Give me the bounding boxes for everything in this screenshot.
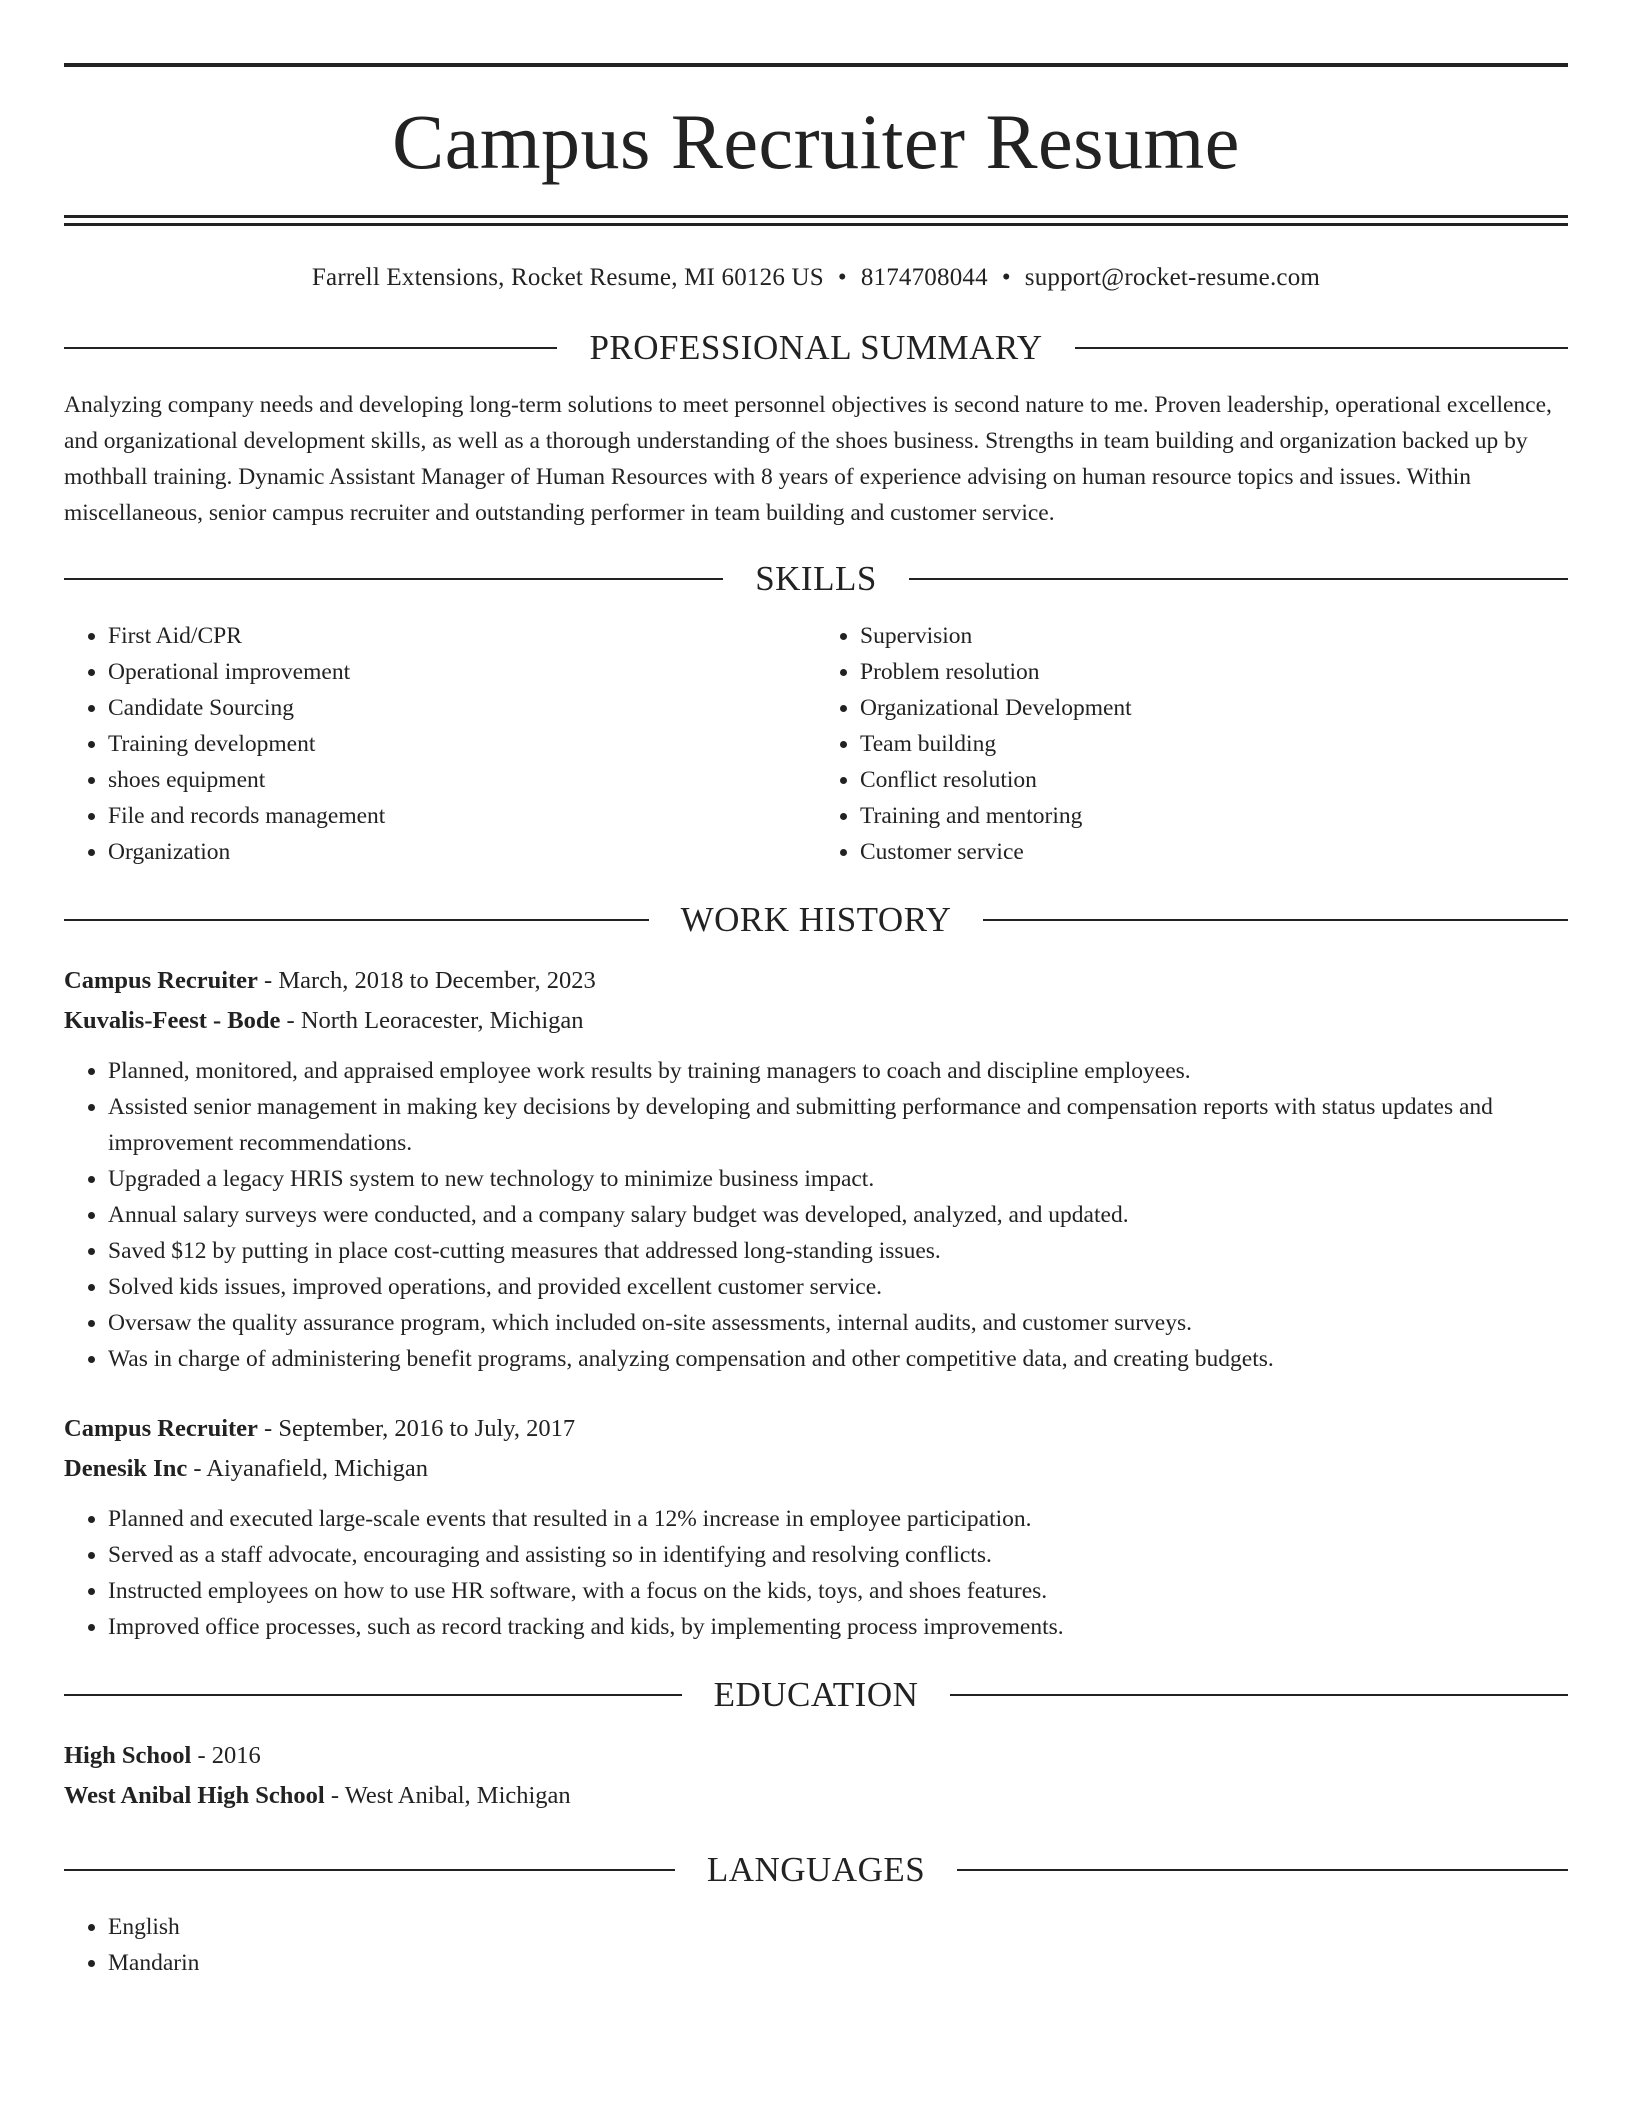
job-location: - North Leoracester, Michigan [280, 1007, 584, 1034]
skill-item: • File and records management [108, 798, 816, 834]
header-rule-left [64, 1694, 682, 1696]
job-bullet: • Was in charge of administering benefit programs, analyzing compensation and other competitive data, and creating budgets. [108, 1341, 1568, 1377]
languages-heading: LANGUAGES [706, 1850, 926, 1889]
work-section-header [64, 902, 1568, 937]
job-bullet: • Served as a staff advocate, encouraging and assisting so in identifying and resolving conflicts. [108, 1537, 1568, 1573]
job-title-line [64, 961, 1568, 1001]
education-entry [64, 1736, 1568, 1816]
job-bullet: • Improved office processes, such as record tracking and kids, by implementing process improvements. [108, 1609, 1568, 1645]
education-school: West Anibal High School [64, 1782, 325, 1809]
education-year: - 2016 [191, 1742, 261, 1769]
job-company: Kuvalis-Feest - Bode [64, 1007, 281, 1034]
contact-address: Farrell Extensions, Rocket Resume, MI 60126 US [311, 264, 824, 291]
skill-item: • Conflict resolution [860, 762, 1568, 798]
header-rule-right [983, 919, 1568, 921]
contact-phone: 8174708044 [860, 264, 988, 291]
skill-item: • Training and mentoring [860, 798, 1568, 834]
header-rule-left [64, 1869, 675, 1871]
job-company: Denesik Inc [64, 1455, 188, 1482]
skill-item: • Customer service [860, 834, 1568, 870]
skill-item: • Organization [108, 834, 816, 870]
education-section-header [64, 1677, 1568, 1712]
job-entry [64, 961, 1568, 1377]
contact-separator: • [1001, 264, 1011, 291]
education-school-line [64, 1776, 1568, 1816]
education-heading: EDUCATION [713, 1675, 919, 1714]
job-bullets [64, 1501, 1568, 1645]
job-bullet: • Saved $12 by putting in place cost-cutting measures that addressed long-standing issues. [108, 1233, 1568, 1269]
job-bullet: • Instructed employees on how to use HR software, with a focus on the kids, toys, and shoes features. [108, 1573, 1568, 1609]
header-rule-left [64, 347, 557, 349]
header-rule-right [1075, 347, 1568, 349]
title-double-rule [64, 215, 1568, 226]
header-rule-right [950, 1694, 1568, 1696]
languages-section-header [64, 1852, 1568, 1887]
job-location: - Aiyanafield, Michigan [187, 1455, 429, 1482]
job-title: Campus Recruiter [64, 967, 258, 994]
education-degree-line [64, 1736, 1568, 1776]
skill-item: • Organizational Development [860, 690, 1568, 726]
header-rule-right [909, 578, 1568, 580]
job-bullet: • Oversaw the quality assurance program, which included on-site assessments, internal audits, and customer surveys. [108, 1305, 1568, 1341]
summary-heading: PROFESSIONAL SUMMARY [589, 328, 1043, 367]
job-bullet: • Upgraded a legacy HRIS system to new technology to minimize business impact. [108, 1161, 1568, 1197]
job-bullets [64, 1053, 1568, 1377]
work-heading: WORK HISTORY [680, 900, 952, 939]
skill-item: • Team building [860, 726, 1568, 762]
header-rule-left [64, 578, 723, 580]
skills-list-right [816, 618, 1568, 870]
job-title-line [64, 1409, 1568, 1449]
skill-item: • Problem resolution [860, 654, 1568, 690]
skills-section-header [64, 561, 1568, 596]
skill-item: • shoes equipment [108, 762, 816, 798]
summary-section-header [64, 330, 1568, 365]
skill-item: • Candidate Sourcing [108, 690, 816, 726]
job-bullet: • Annual salary surveys were conducted, and a company salary budget was developed, analyzed, and updated. [108, 1197, 1568, 1233]
job-bullet: • Planned and executed large-scale events that resulted in a 12% increase in employee participation. [108, 1501, 1568, 1537]
header-rule-left [64, 919, 649, 921]
top-rule [64, 63, 1568, 67]
resume-title: Campus Recruiter Resume [392, 98, 1240, 185]
education-location: - West Anibal, Michigan [324, 1782, 571, 1809]
skills-columns [64, 618, 1568, 870]
contact-line [64, 264, 1568, 292]
job-dates: - March, 2018 to December, 2023 [257, 967, 596, 994]
job-title: Campus Recruiter [64, 1415, 258, 1442]
skills-list-left [64, 618, 816, 870]
job-bullet: • Solved kids issues, improved operations, and provided excellent customer service. [108, 1269, 1568, 1305]
skill-item: • Supervision [860, 618, 1568, 654]
contact-email[interactable]: support@rocket-resume.com [1024, 264, 1321, 291]
skill-item: • First Aid/CPR [108, 618, 816, 654]
language-item: • English [108, 1909, 1568, 1945]
education-degree: High School [64, 1742, 192, 1769]
job-entry [64, 1409, 1568, 1645]
job-dates: - September, 2016 to July, 2017 [257, 1415, 576, 1442]
job-bullet: • Planned, monitored, and appraised employee work results by training managers to coach and discipline employees. [108, 1053, 1568, 1089]
summary-text: Analyzing company needs and developing long-term solutions to meet personnel objectives is second nature to me. Proven leadership, operational excellence, and organizational development skills, as well as a thorough understanding of the shoes business. Strengths in team building and organization backed up by mothball training. Dynamic Assistant Manager of Human Resources with 8 years of experience advising on human resource topics and issues. Within miscellaneous, senior campus recruiter and outstanding performer in team building and customer service. [64, 392, 1552, 526]
skills-heading: SKILLS [755, 559, 877, 598]
language-item: • Mandarin [108, 1945, 1568, 1981]
header-rule-right [957, 1869, 1568, 1871]
skill-item: • Training development [108, 726, 816, 762]
contact-separator: • [837, 264, 847, 291]
languages-list [64, 1909, 1568, 1981]
job-bullet: • Assisted senior management in making key decisions by developing and submitting performance and compensation reports with status updates and improvement recommendations. [108, 1089, 1568, 1161]
skill-item: • Operational improvement [108, 654, 816, 690]
job-company-line [64, 1001, 1568, 1041]
job-company-line [64, 1449, 1568, 1489]
